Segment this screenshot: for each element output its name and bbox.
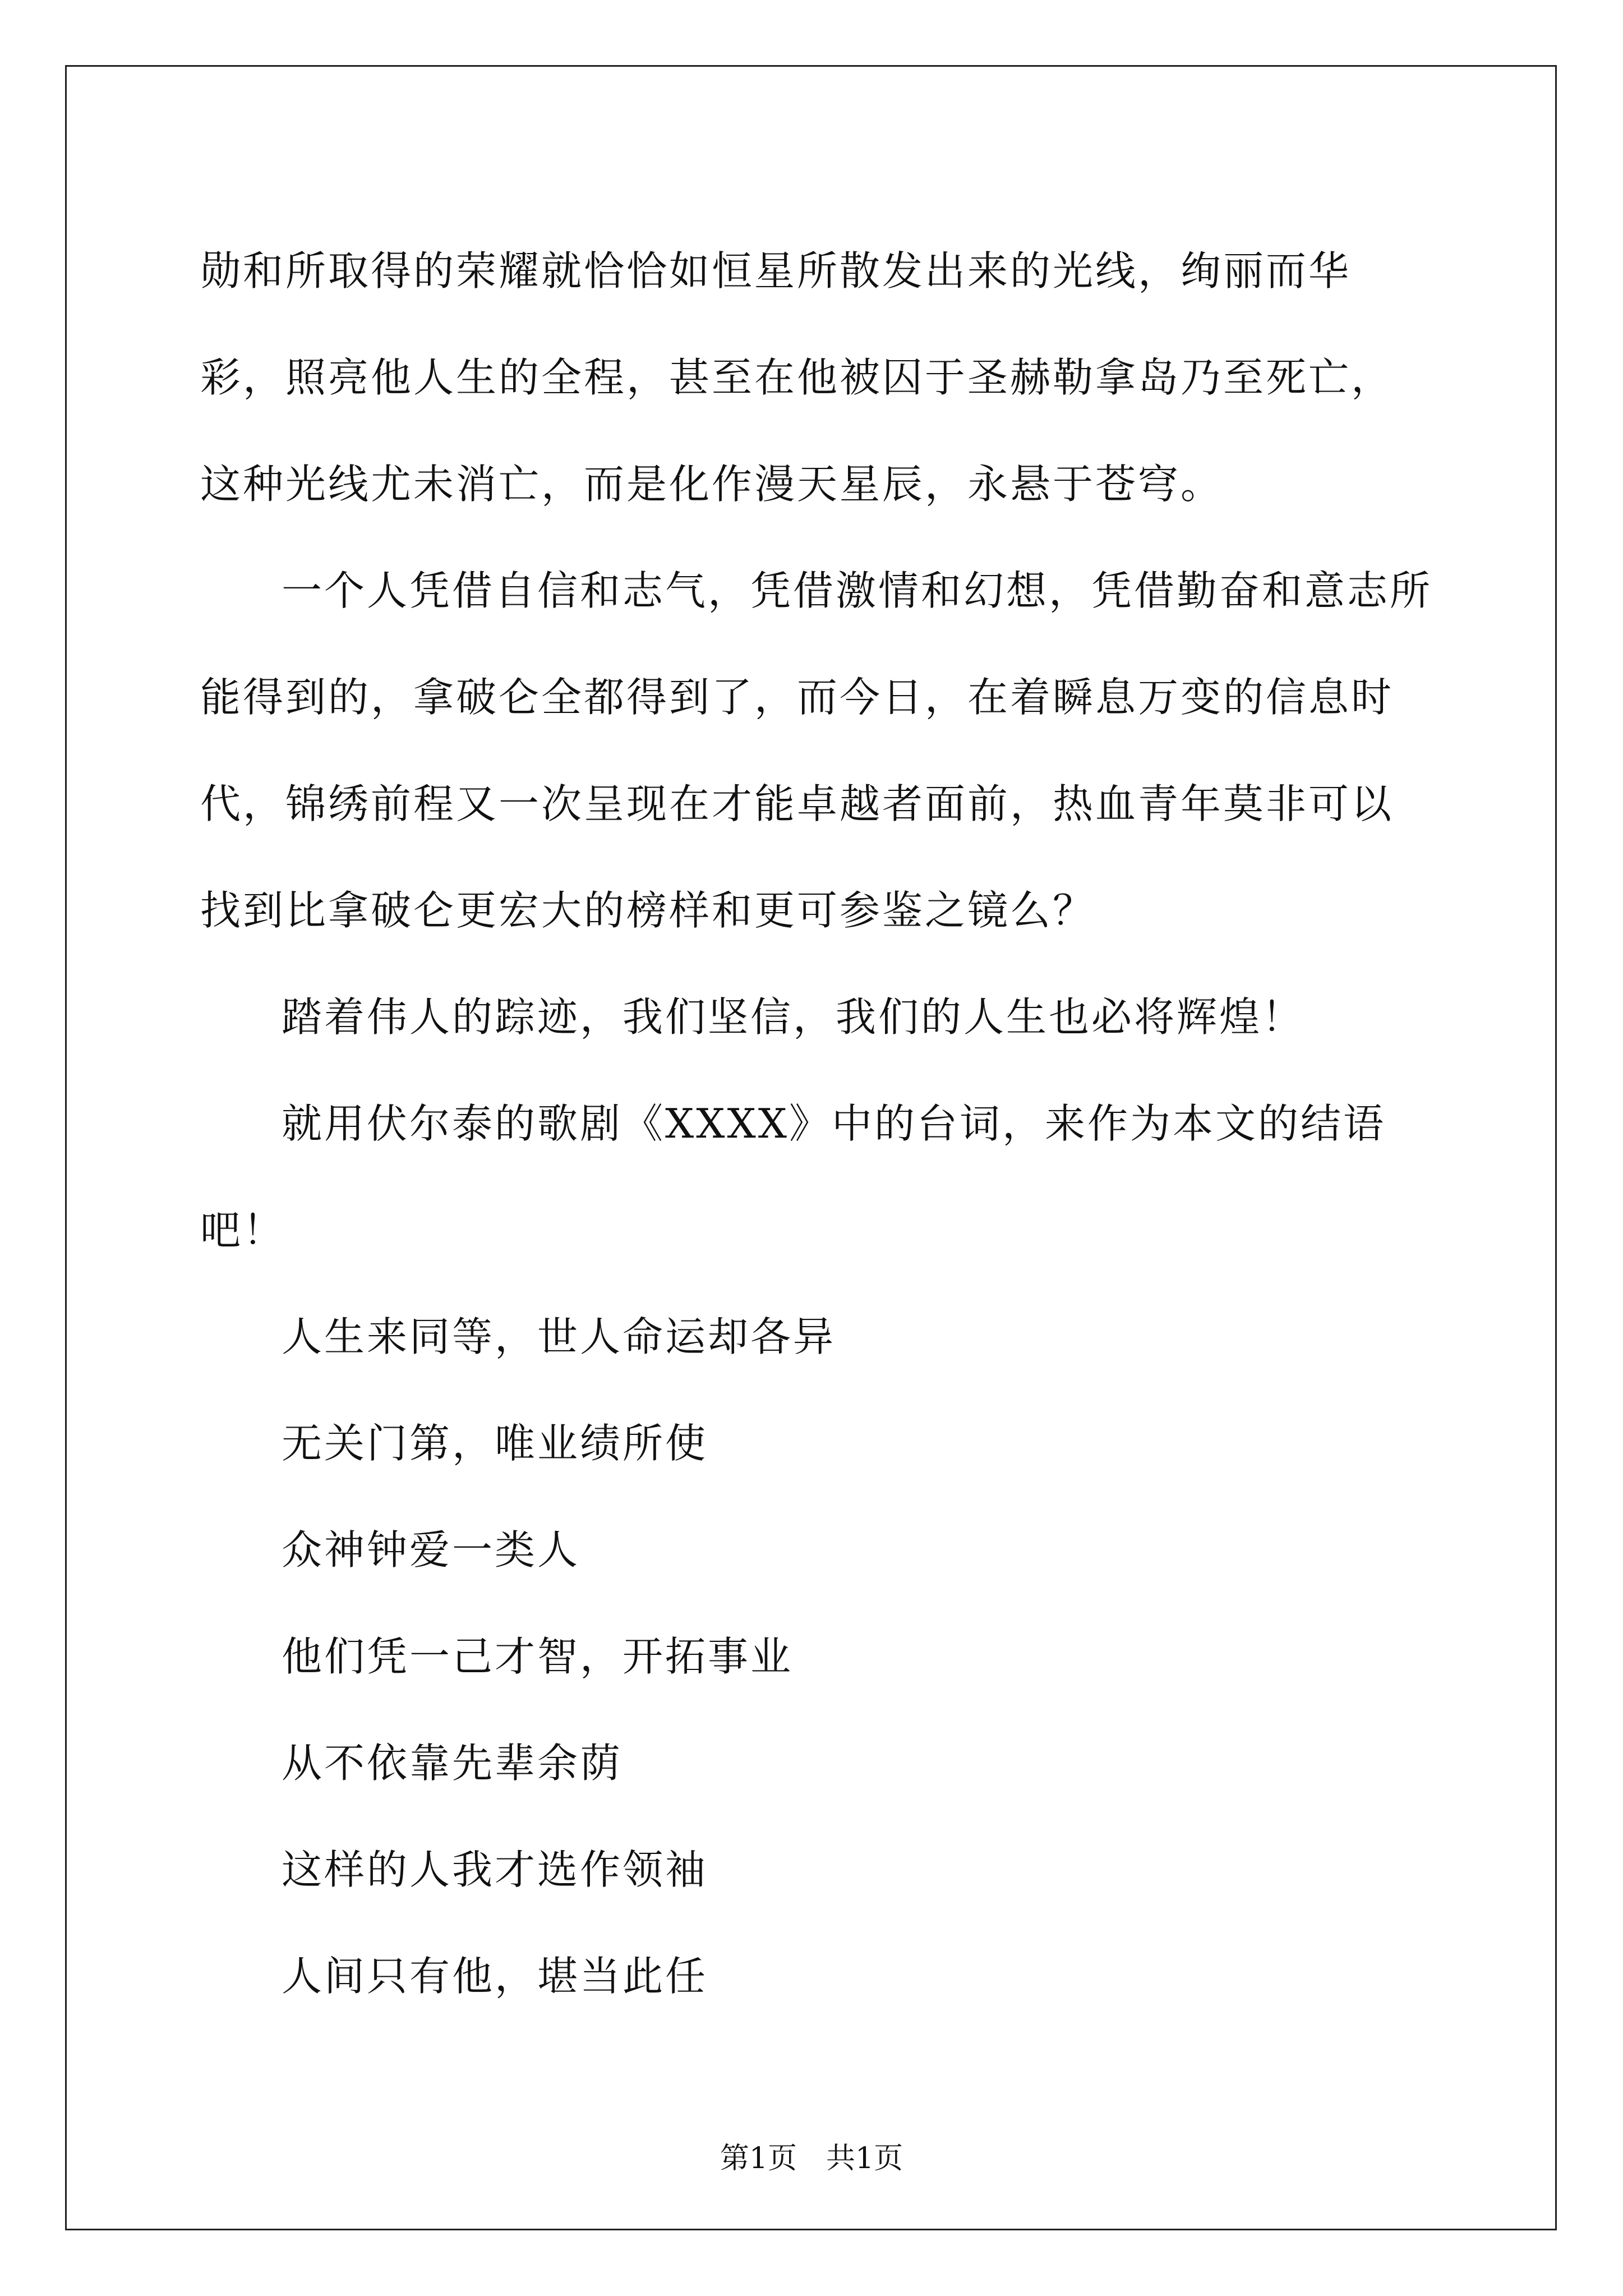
poem-line-6: 这样的人我才选作领袖 bbox=[282, 1846, 708, 1893]
page-footer: 第1页 共1页 bbox=[720, 2142, 903, 2175]
paragraph-3: 踏着伟人的踪迹，我们坚信，我们的人生也必将辉煌！ bbox=[282, 993, 1305, 1041]
paragraph-1: 勋和所取得的荣耀就恰恰如恒星所散发出来的光线，绚丽而华彩，照亮他人生的全程，甚至在他被囚于圣赫勒拿岛乃至死亡，这种光线尤未消亡，而是化作漫天星辰，永悬于苍穹。 bbox=[200, 247, 1394, 508]
paragraph-2: 一个人凭借自信和志气，凭借激情和幻想，凭借勤奋和意志所能得到的，拿破仑全都得到了，而今日，在着瞬息万变的信息时代，锦绣前程又一次呈现在才能卓越者面前，热血青年莫非可以找到比拿破仑更宏大的榜样和更可参鉴之镜么？ bbox=[200, 567, 1433, 934]
poem-line-4: 他们凭一己才智，开拓事业 bbox=[282, 1633, 794, 1680]
document-body bbox=[200, 218, 1434, 2030]
poem-line-2: 无关门第，唯业绩所使 bbox=[282, 1420, 708, 1467]
paragraph-4: 就用伏尔泰的歌剧《XXXX》中的台词，来作为本文的结语吧！ bbox=[200, 1100, 1386, 1254]
poem-line-5: 从不依靠先辈余荫 bbox=[282, 1740, 623, 1787]
poem-line-3: 众神钟爱一类人 bbox=[282, 1526, 580, 1573]
poem-line-7: 人间只有他，堪当此任 bbox=[282, 1953, 708, 2000]
poem-line-1: 人生来同等，世人命运却各异 bbox=[282, 1313, 836, 1360]
